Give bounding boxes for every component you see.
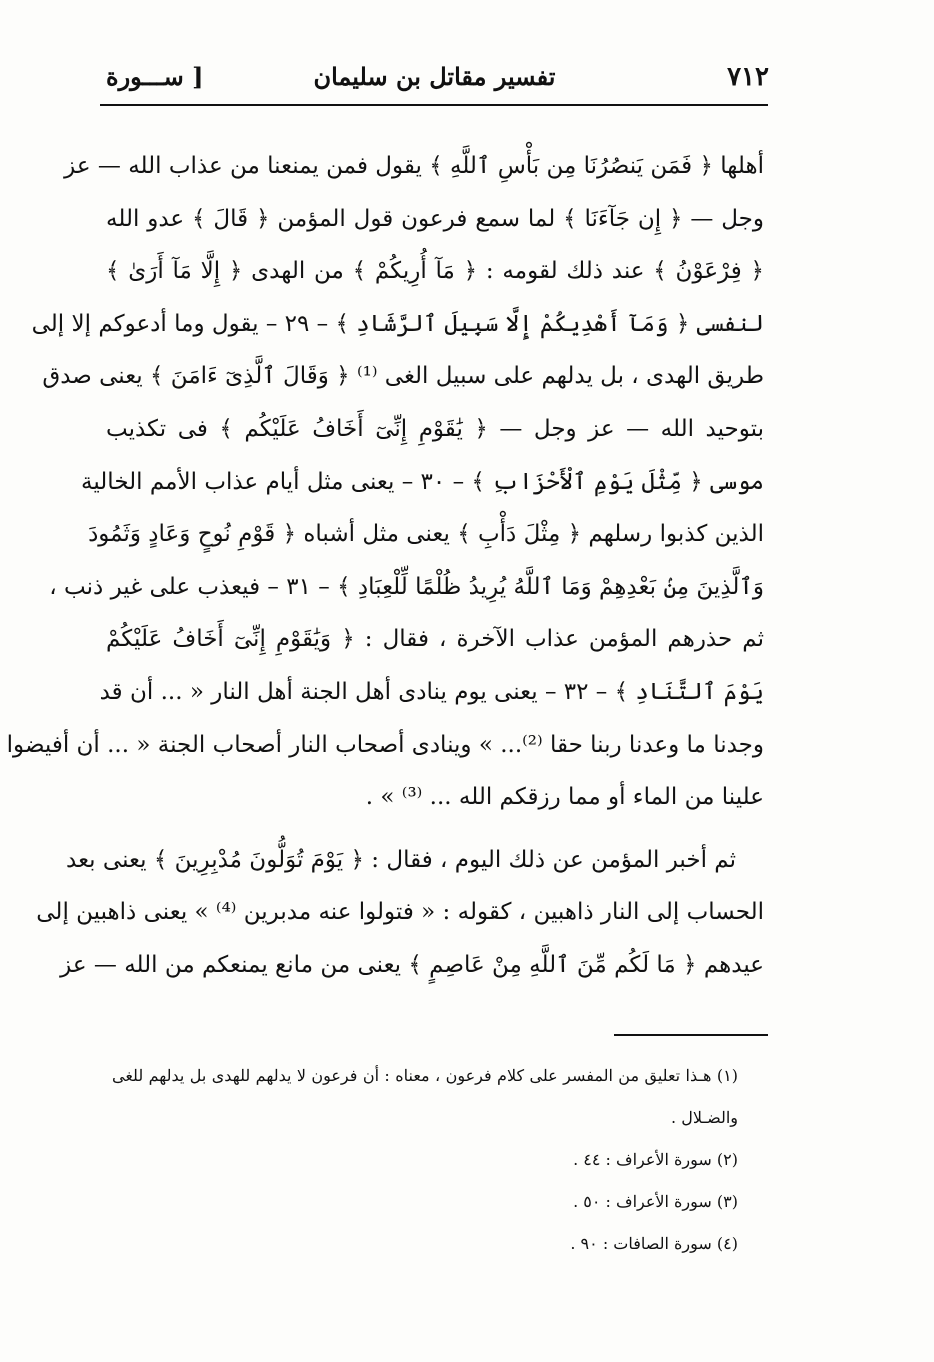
header-rule — [100, 104, 768, 106]
footnote-2: (٢) سورة الأعراف : ٤٤ . — [573, 1150, 738, 1169]
body-line: وجل — ﴿ إِن جَآءَنَا ﴾ لما سمع فرعون قول المؤمن ﴿ قَالَ ﴾ عدو الله — [106, 205, 764, 232]
footnote-4: (٤) سورة الصافات : ٩٠ . — [570, 1234, 738, 1253]
surah-label: [ ســـورة — [106, 62, 204, 91]
body-line: وجدنا ما وعدنا ربنا حقا ⁽²⁾... » وينادى أصحاب النار أصحاب الجنة « ... أن أفيضوا — [6, 731, 764, 758]
body-line: ثم أخبر المؤمن عن ذلك اليوم ، فقال : ﴿ يَوْمَ تُوَلُّونَ مُدْبِرِينَ ﴾ يعنى بعد — [66, 846, 736, 873]
body-line: وَٱلَّذِينَ مِنۢ بَعْدِهِمْ وَمَا ٱللَّهُ يُرِيدُ ظُلْمًا لِّلْعِبَادِ ﴾ – ٣١ – فيعذب على غير ذنب ، — [49, 573, 764, 600]
body-line: أهلها ﴿ فَمَن يَنصُرُنَا مِن بَأْسِ ٱللَّهِ ﴾ يقول فمن يمنعنا من عذاب الله — عز — [64, 153, 764, 179]
body-line: موسى ﴿ مِّثْلَ يَوْمِ ٱلْأَحْزَابِ ﴾ – ٣٠ – يعنى مثل أيام عذاب الأمم الخالية — [81, 468, 764, 495]
body-line: بتوحيد الله — عز وجل — ﴿ يَٰقَوْمِ إِنِّىٓ أَخَافُ عَلَيْكُم ﴾ فى تكذيب — [106, 415, 764, 442]
body-line: عيدهم ﴿ مَا لَكُم مِّنَ ٱللَّهِ مِنْ عَاصِمٍ ﴾ يعنى من مانع يمنعكم من الله — عز — [60, 951, 764, 978]
body-line: ثم حذرهم المؤمن عذاب الآخرة ، فقال : ﴿ وَيَٰقَوْمِ إِنِّىٓ أَخَافُ عَلَيْكُمْ — [106, 626, 764, 653]
body-line: لنفسى ﴿ وَمَآ أَهْدِيكُمْ إِلَّا سَبِيلَ ٱلرَّشَادِ ﴾ – ٢٩ – يقول وما أدعوكم إلا إلى — [31, 310, 764, 337]
body-text — [6, 140, 764, 992]
paragraph-gap — [106, 824, 764, 834]
body-line: ﴿ فِرْعَوْنُ ﴾ عند ذلك لقومه : ﴿ مَآ أُرِيكُمْ ﴾ من الهدى ﴿ إِلَّا مَآ أَرَىٰ ﴾ — [106, 258, 764, 285]
body-line: طريق الهدى ، بل يدلهم على سبيل الغى ⁽¹⁾ ﴿ وَقَالَ ٱلَّذِىٓ ءَامَنَ ﴾ يعنى صدق — [42, 363, 764, 390]
body-line: الذين كذبوا رسلهم ﴿ مِثْلَ دَأْبِ ﴾ يعنى مثل أشباه ﴿ قَوْمِ نُوحٍ وَعَادٍ وَثَمُودَ — [88, 521, 764, 548]
body-line: الحساب إلى النار ذاهبين ، كقوله : « فتولوا عنه مدبرين ⁽⁴⁾ » يعنى ذاهبين إلى — [36, 899, 764, 926]
body-line: علينا من الماء أو مما رزقكم الله ... ⁽³⁾ » . — [365, 784, 764, 811]
page-number: ٧١٢ — [727, 62, 769, 92]
footnote-1-line-2: والضـلال . — [671, 1108, 738, 1127]
running-title: تفسير مقاتل بن سليمان — [313, 62, 556, 91]
body-line: يَوْمَ ٱلتَّنَادِ ﴾ – ٣٢ – يعنى يوم ينادى أهل الجنة أهل النار « ... أن قد — [99, 678, 764, 705]
page-header — [100, 56, 769, 106]
footnote-1-line-1: (١) هـذا تعليق من المفسر على كلام فرعون ، معناه : أن فرعون لا يدلهم للهدى بل يدلهم للغى — [112, 1066, 738, 1085]
footnotes — [112, 1055, 738, 1265]
footnote-3: (٣) سورة الأعراف : ٥٠ . — [573, 1192, 738, 1211]
footnote-rule — [614, 1034, 768, 1036]
